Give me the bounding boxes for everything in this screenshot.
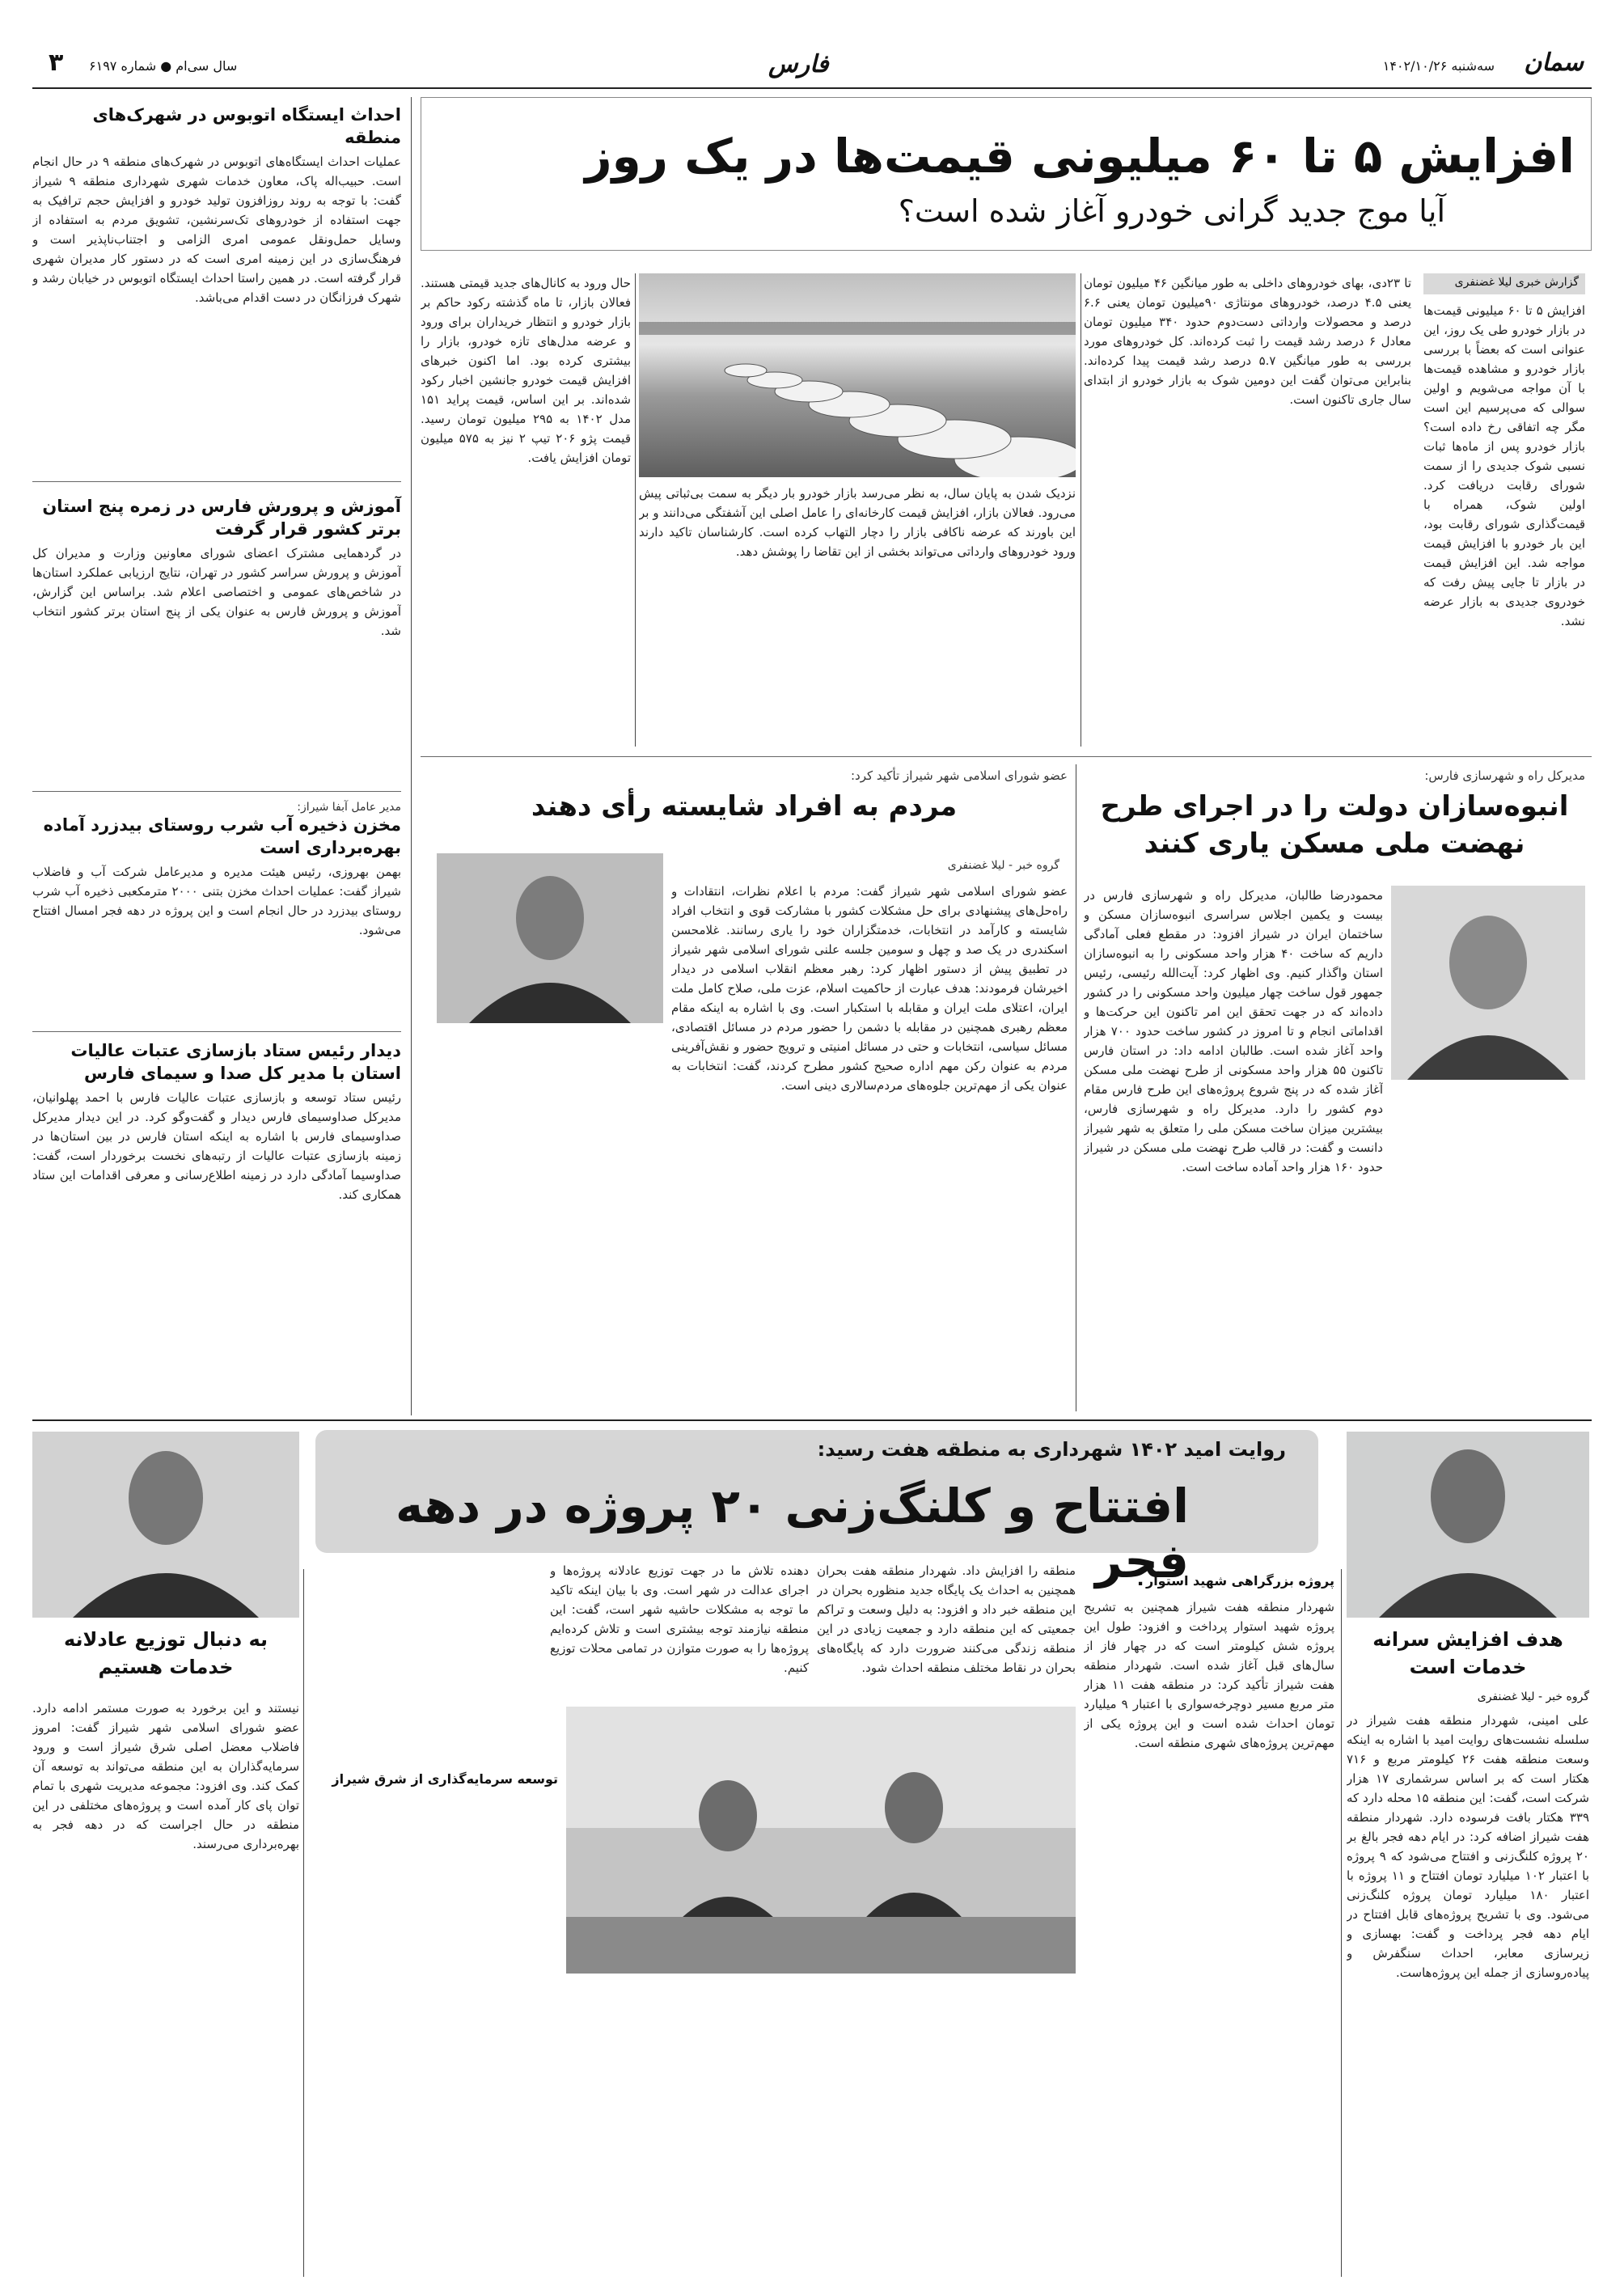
story3-photo	[437, 853, 663, 1023]
sidebar-item-3-kicker: مدیر عامل آبفا شیراز:	[297, 801, 401, 814]
section-title: فارس	[768, 50, 829, 78]
sidebar-item-3-body: بهمن بهروزی، رئیس هیئت مدیره و مدیرعامل شرکت آب و فاضلاب شیراز گفت: عملیات احداث مخزن بتنی ۲۰۰۰ مترمکعبی ذخیره آب شرب روستای بیدزرد در حال انجام است و این پروژه در دهه فجر امسال افتتاح می‌شود.	[32, 865, 401, 937]
bottom-col-5: نیستند و این برخورد به صورت مستمر ادامه دارد. عضو شورای اسلامی شهر شیراز گفت: امروز فاضلاب معضل اصلی شرق شیراز است و ورود سرمایه‌گذاران به این منطقه می‌تواند به توسعه آن کمک کند. وی افزود: مجموعه مدیریت شهری با تمام توان پای کار آمده است و پروژه‌های مختلفی در این منطقه در حال اجراست که در دهه فجر به بهره‌برداری می‌رسند.	[32, 1701, 299, 1851]
bottom-left-photo	[32, 1432, 299, 1618]
story3-title: مردم به افراد شایسته رأی دهند	[531, 790, 958, 823]
bottom-col-4: دهنده تلاش ما در جهت توزیع عادلانه پروژه‌ها و اجرای عدالت در شهر است. وی با بیان اینکه تاکید ما توجه به مشکلات حاشیه شهر است، گفت: این منطقه نیازمند توجه بیشتری است و تلاش کرده‌ایم پروژه‌ها را به صورت متوازن در تمامی محلات توزیع کنیم.	[550, 1563, 809, 1675]
header-rule	[32, 87, 1592, 89]
bottom-kicker: روایت امید ۱۴۰۲ شهرداری به منطقه هفت رسید:	[817, 1438, 1286, 1461]
sidebar-rule-1	[32, 481, 401, 482]
bottom-col-3: منطقه را افزایش داد. شهردار منطقه هفت بحران همچنین به احداث یک پایگاه جدید منظوره بحران در این منطقه خبر داد و افزود: به دلیل وسعت و تراکم جمعیتی که این منطقه دارد و جمعیت زیادی در این منطقه زندگی می‌کنند ضرورت دارد که پایگاه‌های بحران در نقاط مختلف منطقه احداث شود.	[817, 1563, 1076, 1675]
lead-headline-box	[421, 97, 1592, 251]
bottom-col-1: علی امینی، شهردار منطقه هفت شیراز در سلسله نشست‌های روایت امید با اشاره به اینکه وسعت منطقه هفت ۲۶ کیلومتر مربع و ۷۱۶ هکتار است که بر اساس سرشماری ۱۷ هزار شرکت است، گفت: این منطقه ۱۵ محله دارد که ۳۳۹ هکتار بافت فرسوده دارد. شهردار منطقه هفت شیراز اضافه کرد: در ایام دهه فجر بالغ بر ۲۰ پروژه کلنگ‌زنی و افتتاح می‌شود که ۹ پروژه با اعتبار ۱۰۲ میلیارد تومان افتتاح و ۱۱ پروژه با اعتبار ۱۸۰ میلیارد تومان پروژه کلنگ‌زنی می‌شود. وی با تشریح پروژه‌های قابل افتتاح در ایام دهه فجر پرداخت و گفت: بهسازی و زیرسازی معابر، احداث سنگفرش و پیاده‌روسازی از جمله این پروژه‌هاست.	[1347, 1713, 1589, 1980]
issue-date: سه‌شنبه ۱۴۰۲/۱۰/۲۶	[1382, 58, 1495, 74]
issue-number: سال سی‌ام ● شماره ۶۱۹۷	[89, 58, 238, 74]
bottom-right-sub: هدف افزایش سرانه خدمات است	[1372, 1628, 1563, 1678]
sidebar-item-4-title: دیدار رئیس ستاد بازسازی عتبات عالیات استان با مدیر کل صدا و سیمای فارس	[70, 1041, 401, 1083]
bottom-divider-2	[303, 1569, 304, 2277]
lead-col-divider-2	[635, 273, 636, 747]
district-mayor-portrait	[1347, 1432, 1589, 1618]
lead-bottom-rule	[421, 756, 1592, 757]
story3-kicker: عضو شورای اسلامی شهر شیراز تأکید کرد:	[851, 768, 1068, 783]
sidebar-item-2-body: در گردهمایی مشترک اعضای شورای معاونین وزارت و مدیران کل آموزش و پرورش سراسر کشور در تهران، نتایج ارزیابی عملکرد استان‌ها در شاخص‌های عمومی و اختصاصی اعلام شد. براساس این گزارش، آموزش و پرورش فارس به عنوان یکی از پنج استان برتر کشور انتخاب شد.	[32, 546, 401, 638]
story3-body: عضو شورای اسلامی شهر شیراز گفت: مردم با اعلام نظرات، انتقادات و راه‌حل‌های پیشنهادی برای حل مشکلات کشور با مشارکت قوی و انتخاب افراد شایسته و کارآمد در انتخابات، خدمتگزاران خود را یاری رسانند. غلامحسن اسکندری در یک صد و چهل و سومین جلسه علنی شورای اسلامی شهر شیراز در تطبیق پیش از دستور اظهار کرد: رهبر معظم انقلاب اسلامی در دیدار اخیرشان فرمودند: هدف عبارت از حاکمیت اسلام، عزت ملی، صلاح کامل ملت ایران، اعتلای ملت ایران و مقابله با استکبار است. وی با اشاره به اینکه مقام معظم رهبری همچنین در مقابله با دشمن را حضور مردم در مسائل اقتصادی، مسائل سیاسی، انتخابات و حتی در مسائل امنیتی و ترویج حضور و نقش‌آفرینی مردم به عنوان رکن مهم اداره صحیح کشور مطرح کردند، گفت: انتخابات به عنوان یکی از مهم‌ترین جلوه‌های مردم‌سالاری دینی است.	[671, 884, 1068, 1093]
sidebar-rule-3	[32, 1031, 401, 1032]
bottom-right-photo	[1347, 1432, 1589, 1618]
lead-title: افزایش ۵ تا ۶۰ میلیونی قیمت‌ها در یک روز	[585, 129, 1575, 184]
sidebar-item-3-title: مخزن ذخیره آب شرب روستای بیدزرد آماده بهره‌برداری است	[43, 815, 401, 857]
bottom-col-2: شهردار منطقه هفت شیراز همچنین به تشریح پروژه شهید استوار پرداخت و افزود: طول این پروژه شش کیلومتر است که در چهار فاز از سال‌های قبل آغاز شده است. شهردار منطقه هفت شیراز تأکید کرد: در منطقه هفت ۱۱ هزار متر مربع مسیر دوچرخه‌سواری با اعتبار ۹ میلیارد تومان احداث شده است و این پروژه یکی از مهم‌ترین پروژه‌های شهری منطقه است.	[1084, 1600, 1334, 1750]
story2-title: انبوه‌سازان دولت را در اجرای طرح نهضت ملی مسکن یاری کنند	[1100, 790, 1569, 860]
lead-byline-text: گزارش خبری لیلا غضنفری	[1454, 276, 1579, 289]
sidebar-item-2	[32, 495, 401, 786]
story3-byline: گروه خبر - لیلا غضنفری	[947, 859, 1059, 872]
bottom-col-3b	[817, 1982, 1076, 2277]
page-number: ۳	[49, 49, 64, 77]
sidebar-item-2-title: آموزش و پرورش فارس در زمره پنج استان برتر کشور قرار گرفت	[42, 497, 401, 539]
sidebar-item-4	[32, 1039, 401, 1395]
bottom-col-4-sub: توسعه سرمایه‌گذاری از شرق شیراز	[332, 1771, 558, 1787]
cars-photo	[639, 273, 1076, 477]
cars-illustration	[639, 273, 1076, 477]
man-portrait	[1391, 886, 1585, 1080]
lead-col-1: افزایش ۵ تا ۶۰ میلیونی قیمت‌ها در بازار خودرو طی یک روز، این عنوانی است که بعضاً با بررسی بازار خودرو و مشاهده قیمت‌ها با آن مواجه می‌شویم و اولین سوالی که می‌پرسیم این است مگر چه اتفاقی رخ داده است؟ بازار خودرو پس از ماه‌ها ثبات نسبی شوک جدیدی را از سمت شورای رقابت دریافت کرد. اولین شوک، همراه با قیمت‌گذاری شورای رقابت بود، این بار خودرو با افزایش قیمت مواجه شد. این افزایش قیمت در بازار تا جایی پیش رفت که خودروی جدیدی به بازار عرضه نشد.	[1423, 303, 1585, 628]
story3-body-2	[421, 1031, 663, 1411]
sidebar-divider	[411, 97, 412, 1415]
council-member-2-portrait	[32, 1432, 299, 1618]
bottom-section-rule	[32, 1419, 1592, 1421]
bottom-col-2-sub1: پروژه بزرگراهی شهید استوار	[1145, 1573, 1334, 1589]
story2-photo	[1391, 886, 1585, 1080]
meeting-photo	[566, 1707, 1076, 1974]
sidebar-item-1-body: عملیات احداث ایستگاه‌های اتوبوس در شهرک‌های منطقه ۹ در حال انجام است. حبیب‌اله پاک، معاون خدمات شهری شهرداری منطقه ۹ شیراز گفت: با توجه به روند روزافزون تولید خودرو و افزایش حجم ترافیک به جهت استفاده از خودروهای تک‌سرنشین، تشویق مردم به استفاده از وسایل حمل‌ونقل عمومی امری الزامی و اجتناب‌ناپذیر است و فرهنگ‌سازی در این زمینه امری است که در دستور کار مدیران شهری قرار گرفته است. در همین راستا احداث ایستگاه اتوبوس در خیابان رشد و شهرک فرزانگان در دست اقدام می‌باشد.	[32, 154, 401, 305]
bottom-center-photo	[566, 1707, 1076, 1974]
lead-col-4: حال ورود به کانال‌های جدید قیمتی هستند. فعالان بازار، تا ماه گذشته رکود حاکم بر بازار خودرو و انتظار خریداران برای ورود و عرضه مدل‌های تازه خودرو، بازار را بیشتری کرده بود. اما اکنون خبرهای افزایش قیمت خودرو جانشین اخبار رکود شده‌اند. بر این اساس، قیمت پراید ۱۵۱ مدل ۱۴۰۲ به ۲۹۵ میلیون تومان رسید. قیمت پژو ۲۰۶ تیپ ۲ نیز به ۵۷۵ میلیون تومان افزایش یافت.	[421, 276, 631, 465]
sidebar-item-3	[32, 801, 401, 1024]
sidebar-item-4-body: رئیس ستاد توسعه و بازسازی عتبات عالیات فارس با احمد پهلوانیان، مدیرکل صداوسیمای فارس دیدار و گفت‌وگو کرد. در این دیدار مدیرکل صداوسیمای فارس با اشاره به اینکه استان فارس در بین استان‌ها در زمینه بازسازی عتبات عالیات از رتبه‌های نخست برخوردار است، گفت: صداوسیما آمادگی دارد در زمینه اطلاع‌رسانی و معرفی اقدامات این ستاد همکاری کند.	[32, 1090, 401, 1202]
bottom-left-sub: به دنبال توزیع عادلانه خدمات هستیم	[63, 1628, 269, 1678]
story2-kicker: مدیرکل راه و شهرسازی فارس:	[1424, 768, 1585, 783]
story2-body: محمودرضا طالبان، مدیرکل راه و شهرسازی فارس در بیست و یکمین اجلاس سراسری انبوه‌سازان مسکن و ساختمان ایران در شیراز افزود: در مقطع فعلی آمادگی داریم که ساخت ۴۰ هزار واحد مسکونی را به انبوه‌سازان استان واگذار کنیم. وی اظهار کرد: آیت‌الله رئیسی، رئیس جمهور قول ساخت چهار میلیون واحد مسکونی را در کشور داده‌اند که در جهت تحقق این امر تاکنون این حرکت‌ها و اقداماتی انجام و تا امروز در کشور ساخت حدود ۷۰۰ هزار واحد آغاز شده است. طالبان ادامه داد: در استان فارس تاکنون ۵۵ هزار واحد مسکونی از طرح نهضت ملی مسکن آغاز شده که در پنج شروع پروژه‌های این طرح فارس مقام دوم کشور را دارد. مدیرکل راه و شهرسازی فارس، بیشترین میزان ساخت مسکن ملی را متعلق به شهر شیراز دانست و گفت: در قالب طرح نهضت ملی مسکن در شیراز حدود ۱۶۰ هزار واحد آماده ساخت است.	[1084, 888, 1383, 1174]
masthead	[32, 49, 1592, 87]
bottom-title: افتتاح و کلنگ‌زنی ۲۰ پروژه در دهه فجر	[395, 1479, 1189, 1589]
council-member-portrait	[437, 853, 663, 1023]
bottom-divider-1	[1341, 1569, 1342, 2277]
sidebar-rule-2	[32, 791, 401, 792]
lead-byline	[1423, 273, 1585, 294]
logo: سمان	[1524, 49, 1584, 77]
lead-col-2: تا ۲۳دی، بهای خودروهای داخلی به طور میانگین ۴۶ میلیون تومان یعنی ۴.۵ درصد، خودروهای مونتاژی ۹۰میلیون تومان یعنی ۶.۶ درصد و محصولات وارداتی دست‌دوم حدود ۳۴۰ میلیون تومان معادل ۶ درصد رشد قیمت را ثبت کرده‌اند. کل خودروهای مورد بررسی به طور میانگین ۵.۷ درصد رشد قیمت پیدا کرده‌اند. بنابراین می‌توان گفت این دومین شوک به بازار خودرو از ابتدای سال جاری تاکنون است.	[1084, 276, 1411, 407]
story2	[1084, 768, 1585, 862]
story3	[421, 768, 1068, 825]
lead-subtitle: آیا موج جدید گرانی خودرو آغاز شده است؟	[898, 193, 1445, 229]
lead-col-3: نزدیک شدن به پایان سال، به نظر می‌رسد بازار خودرو بار دیگر به سمت بی‌ثباتی پیش می‌رود. فعالان بازار، افزایش قیمت کارخانه‌ای را عامل اصلی این آشفتگی می‌دانند و بر این باورند که عرضه ناکافی بازار را دچار التهاب کرده است. کارشناسان تاکید دارند ورود خودروهای وارداتی می‌تواند بخشی از این تقاضا را پوشش دهد.	[639, 486, 1076, 559]
sidebar-item-1	[32, 104, 401, 476]
bottom-col-4b	[307, 1792, 558, 2277]
sidebar-item-1-title: احداث ایستگاه اتوبوس در شهرک‌های منطقه	[92, 105, 401, 147]
bottom-right-byline: گروه خبر - لیلا غضنفری	[1477, 1690, 1589, 1703]
